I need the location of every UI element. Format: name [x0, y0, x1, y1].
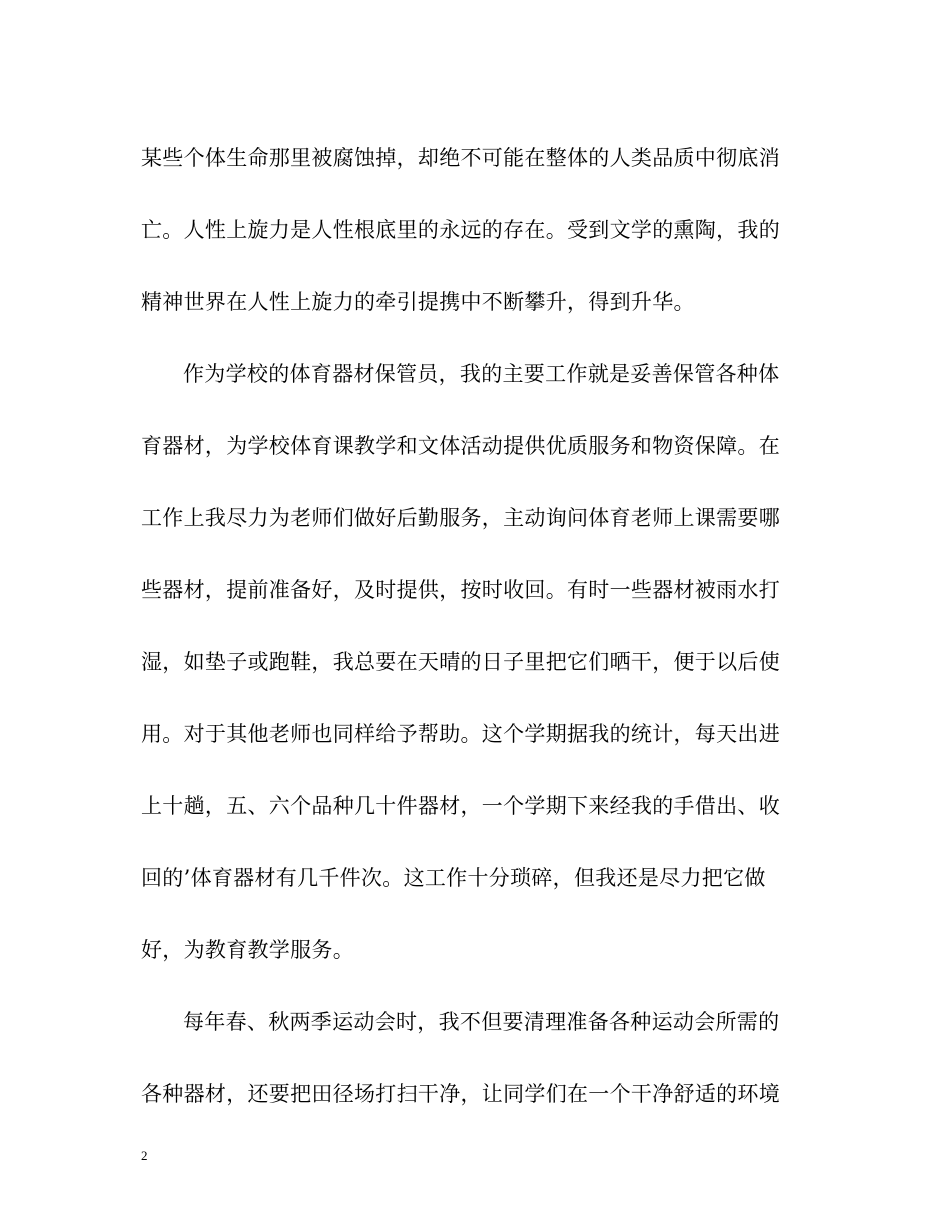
text-line-9: 用。对于其他老师也同样给予帮助。这个学期据我的统计，每天出进 [141, 722, 780, 746]
text-line-4: 作为学校的体育器材保管员，我的主要工作就是妥善保管各种体 [183, 362, 780, 386]
text-line-11: 回的’体育器材有几千件次。这工作十分琐碎，但我还是尽力把它做 [141, 866, 766, 890]
text-line-8: 湿，如垫子或跑鞋，我总要在天晴的日子里把它们晒干，便于以后使 [141, 650, 780, 674]
text-line-10: 上十趟，五、六个品种几十件器材，一个学期下来经我的手借出、收 [141, 794, 780, 818]
text-line-2: 亡。人性上旋力是人性根底里的永远的存在。受到文学的熏陶，我的 [141, 218, 780, 242]
text-line-5: 育器材，为学校体育课教学和文体活动提供优质服务和物资保障。在 [141, 434, 780, 458]
page-number: 2 [141, 1148, 148, 1163]
text-line-14: 各种器材，还要把田径场打扫干净，让同学们在一个干净舒适的环境 [141, 1082, 780, 1106]
text-line-13: 每年春、秋两季运动会时，我不但要清理准备各种运动会所需的 [183, 1010, 780, 1034]
text-line-1: 某些个体生命那里被腐蚀掉，却绝不可能在整体的人类品质中彻底消 [141, 146, 780, 170]
text-line-6: 工作上我尽力为老师们做好后勤服务，主动询问体育老师上课需要哪 [141, 506, 780, 530]
text-line-7: 些器材，提前准备好，及时提供，按时收回。有时一些器材被雨水打 [141, 578, 780, 602]
text-line-3: 精神世界在人性上旋力的牵引提携中不断攀升，得到升华。 [141, 290, 695, 314]
text-line-12: 好，为教育教学服务。 [141, 938, 354, 962]
